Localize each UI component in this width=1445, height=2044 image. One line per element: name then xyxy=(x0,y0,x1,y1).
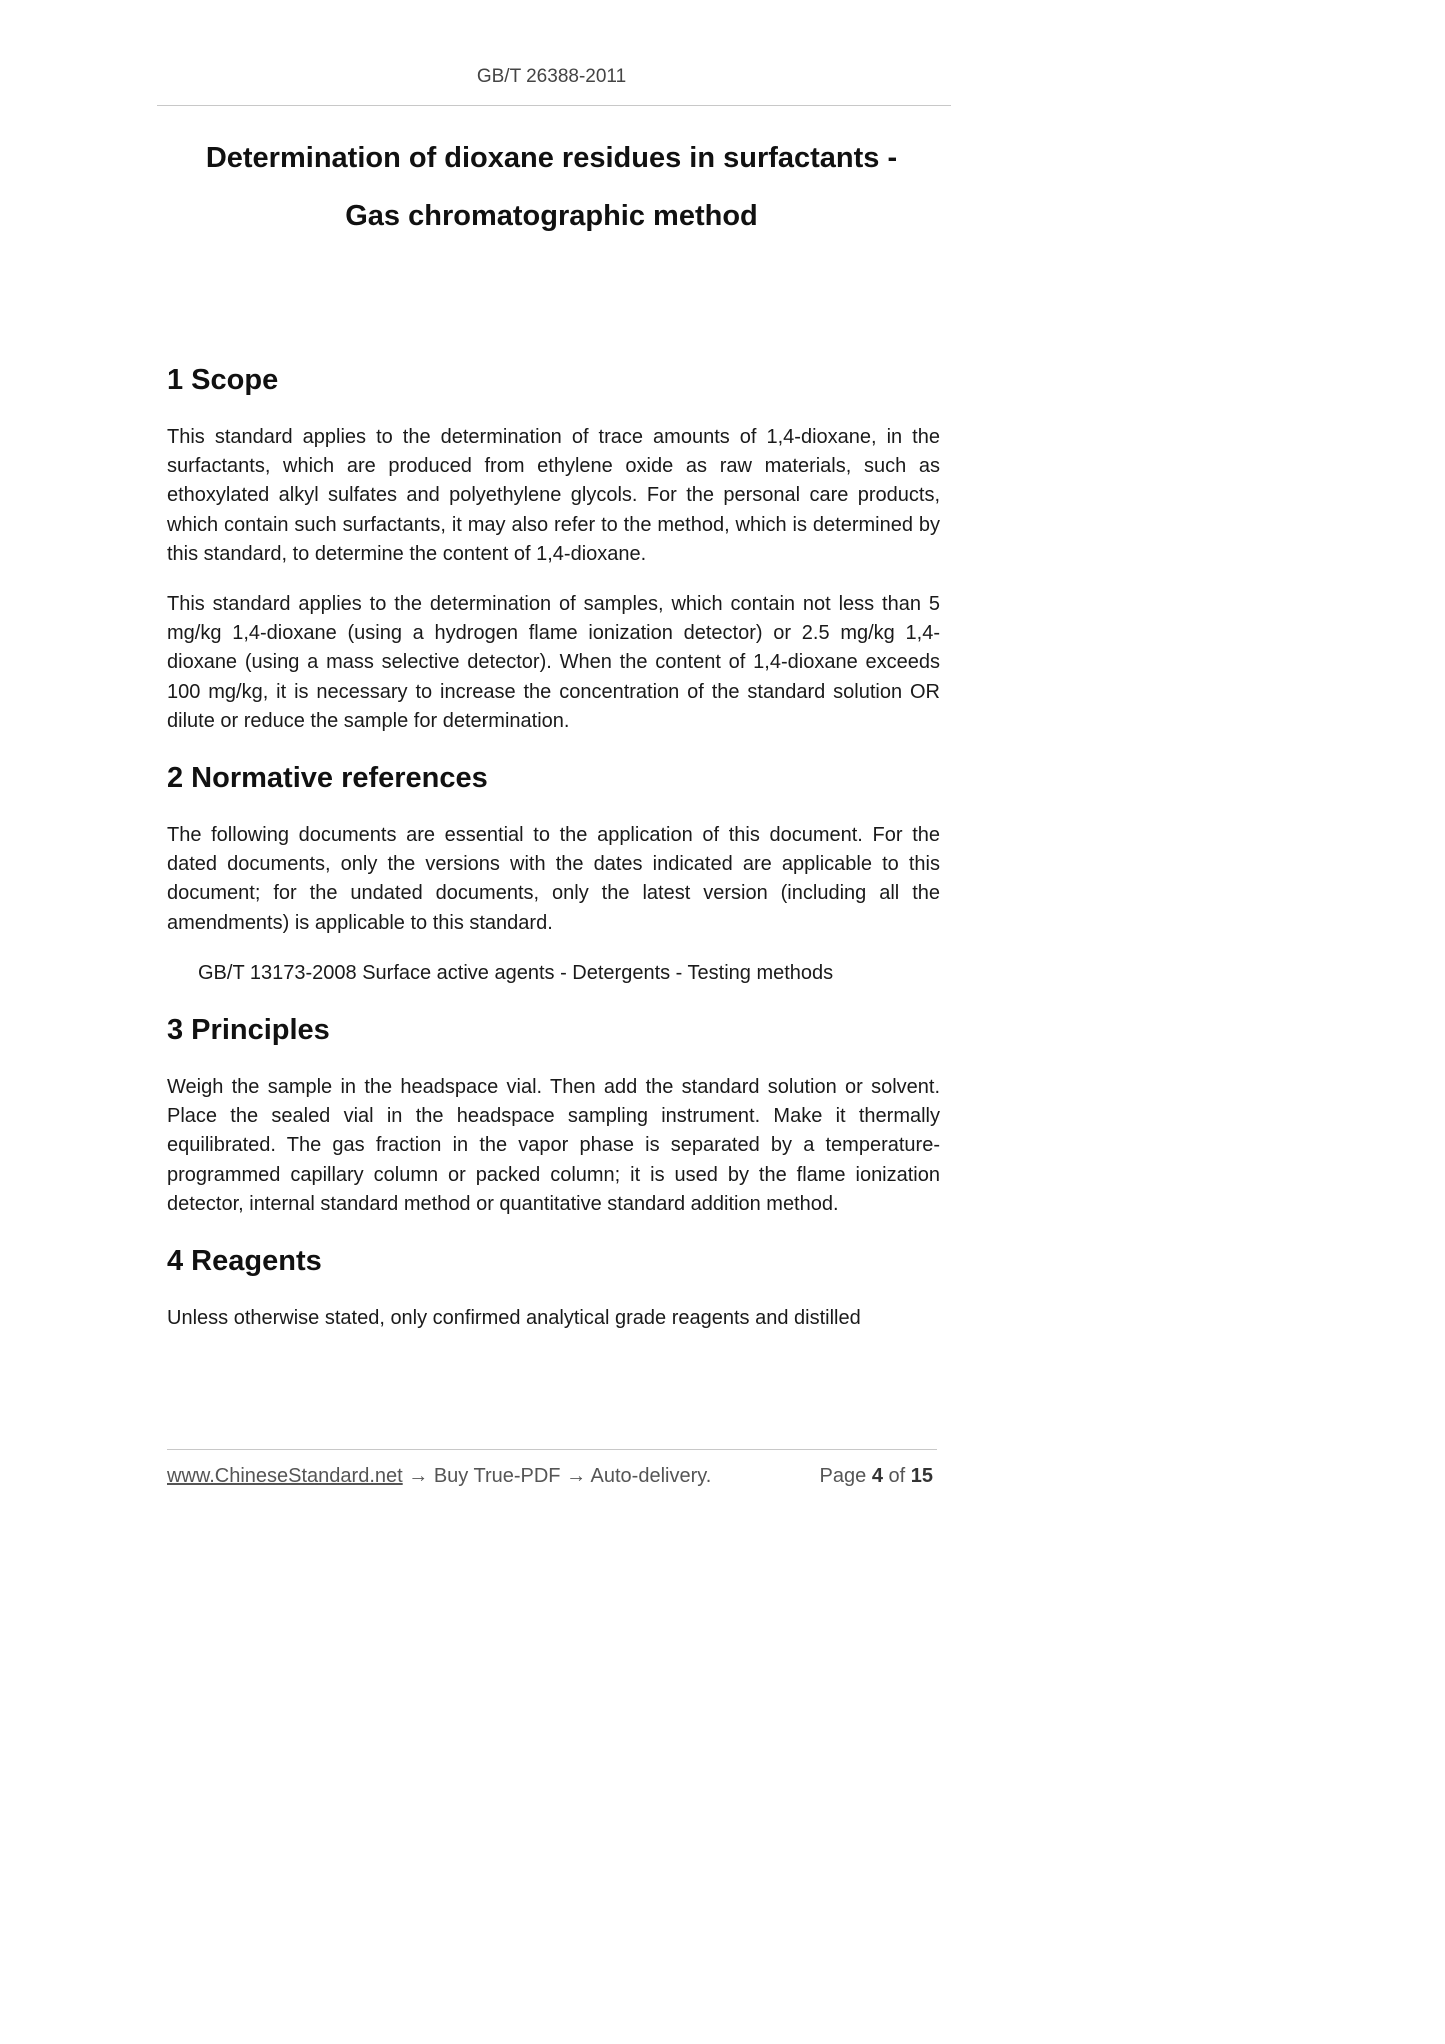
footer-divider xyxy=(167,1449,937,1450)
page-current: 4 xyxy=(871,1465,883,1487)
page-number xyxy=(820,1465,933,1488)
reagents-paragraph: Unless otherwise stated, only confirmed analytical grade reagents and distilled xyxy=(167,1307,861,1330)
page-of: of xyxy=(888,1465,906,1487)
website-link[interactable]: www.ChineseStandard.net xyxy=(167,1465,403,1487)
page-total: 15 xyxy=(910,1465,933,1487)
footer-promo xyxy=(167,1465,711,1488)
section-heading-reagents: 4 Reagents xyxy=(167,1245,322,1278)
document-title-line-1: Determination of dioxane residues in surfactants - xyxy=(205,142,898,174)
scope-paragraph-2: This standard applies to the determination of samples, which contain not less than 5 mg/kg 1,4-dioxane (using a hydrogen flame ionization detector) or 2.5 mg/kg 1,4-dioxane (using a mass selective detector). When the content of 1,4-dioxane exceeds 100 mg/kg, it is necessary to increase the concentration of the standard solution OR dilute or reduce the sample for determination. xyxy=(167,593,940,732)
document-body xyxy=(167,360,940,1333)
principles-paragraph: Weigh the sample in the headspace vial. Then add the standard solution or solvent. Place the sealed vial in the headspace sampling instrument. Make it thermally equilibrated. The gas fraction in the vapor phase is separated by a temperature-programmed capillary column or packed column; it is used by the flame ionization detector, internal standard method or quantitative standard addition method. xyxy=(167,1076,940,1215)
section-heading-normative-references: 2 Normative references xyxy=(167,762,488,795)
header-divider xyxy=(157,105,951,106)
document-title-line-2: Gas chromatographic method xyxy=(345,200,758,232)
footer-tagline: → Buy True-PDF → Auto-delivery. xyxy=(402,1465,712,1487)
page-label: Page xyxy=(819,1465,867,1487)
scope-paragraph-1: This standard applies to the determination of trace amounts of 1,4-dioxane, in the surfactants, which are produced from ethylene oxide as raw materials, such as ethoxylated alkyl sulfates and polyethylene glycols. For the personal care products, which contain such surfactants, it may also refer to the method, which is determined by this standard, to determine the content of 1,4-dioxane. xyxy=(167,426,940,565)
normative-paragraph: The following documents are essential to the application of this document. For the dated documents, only the versions with the dates indicated are applicable to this document; for the undated documents, only the latest version (including all the amendments) is applicable to this standard. xyxy=(167,824,940,934)
section-heading-principles: 3 Principles xyxy=(167,1014,330,1047)
normative-reference-item: GB/T 13173-2008 Surface active agents - Detergents - Testing methods xyxy=(198,961,834,984)
running-header: GB/T 26388-2011 xyxy=(476,66,627,87)
section-heading-scope: 1 Scope xyxy=(167,364,279,396)
